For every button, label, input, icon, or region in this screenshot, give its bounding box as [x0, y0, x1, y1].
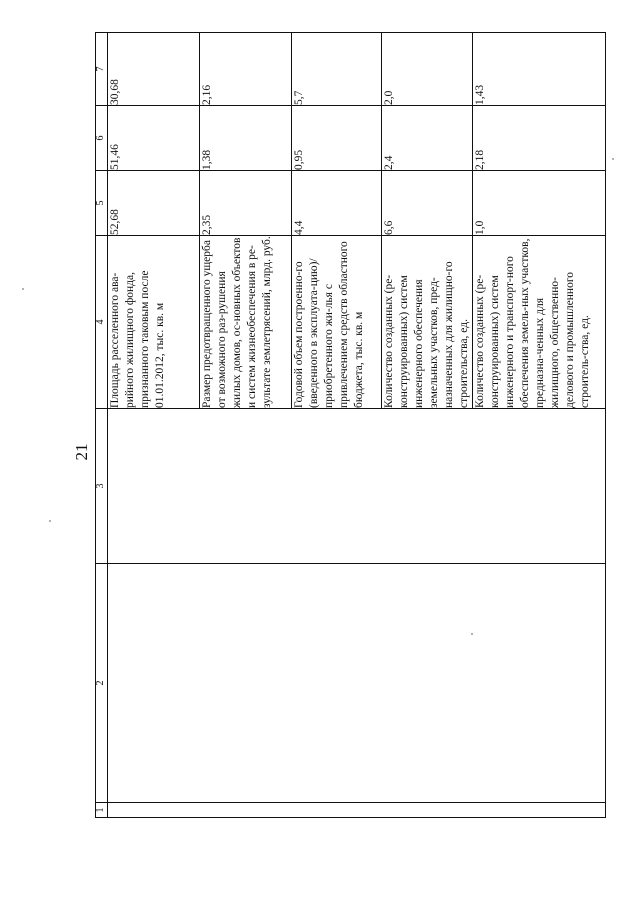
scan-speck: [471, 633, 473, 635]
scan-speck: [612, 158, 614, 160]
column-header-3: 3: [96, 409, 108, 564]
indicator-description: Годовой объем построенно-го (введенного в эксплуата-цию)/приобретенного жи-лья с привлечением средств областного бюджета, тыс. кв. м: [292, 236, 382, 409]
table-header-row: [96, 33, 108, 818]
value-col6: 1,38: [200, 106, 292, 171]
value-col5: 4,4: [292, 171, 382, 236]
column-header-6: 6: [96, 106, 108, 171]
merged-cell-col3: [108, 409, 606, 564]
value-col7: 2,0: [382, 33, 473, 106]
indicator-description: Размер предотвращенного ущерба от возможного раз-рушения жилых домов, ос-новных объектов и систем жизнеобеспечения в ре-зультате землетрясений, млрд. руб.: [200, 236, 292, 409]
column-header-5: 5: [96, 171, 108, 236]
value-col5: 6,6: [382, 171, 473, 236]
column-header-7: 7: [96, 33, 108, 106]
indicators-table-rotated: [95, 33, 593, 818]
value-col6: 0,95: [292, 106, 382, 171]
column-header-1: 1: [96, 803, 108, 818]
value-col6: 51,46: [108, 106, 200, 171]
scan-speck: [22, 288, 24, 290]
value-col6: 2,4: [382, 106, 473, 171]
indicators-table: [95, 32, 606, 818]
value-col7: 1,43: [473, 33, 606, 106]
value-col5: 52,68: [108, 171, 200, 236]
value-col6: 2,18: [473, 106, 606, 171]
page-number: 21: [72, 443, 91, 461]
indicator-description: Количество созданных (ре-конструированных) систем инженерного обеспечения земельных участков, пред-назначенных для жилищно-го строительства, ед.: [382, 236, 473, 409]
value-col5: 2,35: [200, 171, 292, 236]
table-row: [108, 33, 200, 818]
value-col7: 5,7: [292, 33, 382, 106]
merged-cell-col1: [108, 803, 606, 818]
scan-speck: [49, 520, 51, 522]
merged-cell-col2: [108, 564, 606, 803]
column-header-4: 4: [96, 236, 108, 409]
value-col7: 2,16: [200, 33, 292, 106]
indicator-description: Количество созданных (ре-конструированных) систем инженерного и транспорт-ного обеспечения земель-ных участков, предназна-ченных для жилищного, общественно-делового и промышленного строитель-ства, ед.: [473, 236, 606, 409]
indicator-description: Площадь расселенного ава-рийного жилищного фонда, признанного таковым после 01.01.2012, тыс. кв. м: [108, 236, 200, 409]
value-col7: 30,68: [108, 33, 200, 106]
column-header-2: 2: [96, 564, 108, 803]
value-col5: 1,0: [473, 171, 606, 236]
